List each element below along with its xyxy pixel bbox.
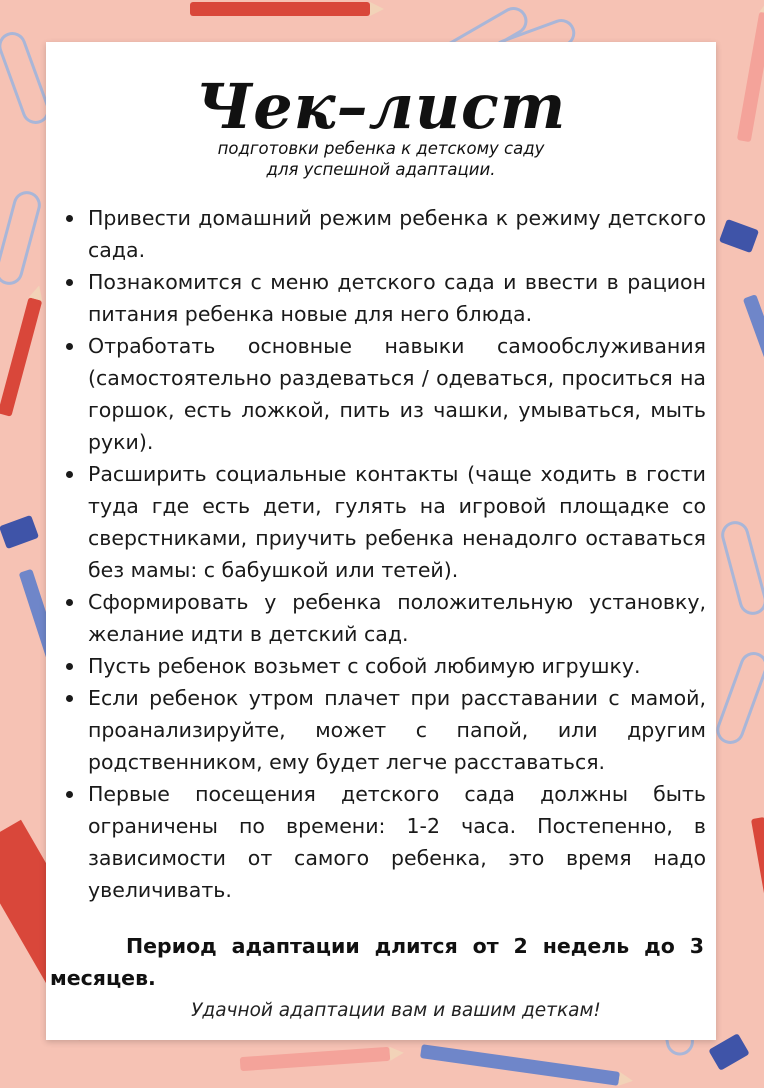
page-title: Чек–лист bbox=[195, 70, 567, 143]
paperclip-icon bbox=[0, 188, 44, 288]
list-item: Расширить социальные контакты (чаще ходить в гости туда где есть дети, гулять на игровой площадке со сверстниками, приучить ребенка ненадолго оставаться без мамы: с бабушкой или тетей). bbox=[66, 458, 706, 586]
paperclip-icon bbox=[712, 648, 764, 748]
closing-wish: Удачной адаптации вам и вашим деткам! bbox=[191, 1000, 601, 1021]
pencil-icon bbox=[743, 294, 764, 440]
bullet-icon bbox=[66, 279, 73, 286]
checklist bbox=[66, 202, 706, 906]
bullet-icon bbox=[66, 215, 73, 222]
subtitle bbox=[46, 138, 716, 180]
bullet-icon bbox=[66, 791, 73, 798]
paperclip-icon bbox=[718, 518, 764, 618]
pencil-icon bbox=[190, 2, 370, 16]
pencil-icon bbox=[737, 12, 764, 142]
subtitle-line-1: подготовки ребенка к детскому саду bbox=[217, 139, 545, 158]
bullet-icon bbox=[66, 343, 73, 350]
pencil-icon bbox=[0, 297, 42, 417]
bullet-icon bbox=[66, 663, 73, 670]
list-item: Отработать основные навыки самообслуживания (самостоятельно раздеваться / одеваться, проситься на горшок, есть ложкой, пить из чашки, умываться, мыть руки). bbox=[66, 330, 706, 458]
pencil-icon bbox=[240, 1047, 391, 1071]
pencil-icon bbox=[751, 817, 764, 957]
checklist-paper bbox=[46, 42, 716, 1040]
subtitle-line-2: для успешной адаптации. bbox=[266, 160, 496, 179]
list-item: Привести домашний режим ребенка к режиму детского сада. bbox=[66, 202, 706, 266]
binder-clip-icon bbox=[719, 219, 759, 253]
bullet-icon bbox=[66, 599, 73, 606]
adaptation-period-note: Период адаптации длится от 2 недель до 3 месяцев. bbox=[50, 934, 704, 990]
bullet-icon bbox=[66, 695, 73, 702]
list-item: Познакомится с меню детского сада и ввести в рацион питания ребенка новые для него блюда. bbox=[66, 266, 706, 330]
list-item: Сформировать у ребенка положительную установку, желание идти в детский сад. bbox=[66, 586, 706, 650]
list-item: Пусть ребенок возьмет с собой любимую игрушку. bbox=[66, 650, 706, 682]
binder-clip-icon bbox=[0, 515, 39, 549]
list-item: Первые посещения детского сада должны быть ограничены по времени: 1-2 часа. Постепенно, в зависимости от самого ребенка, это время надо увеличивать. bbox=[66, 778, 706, 906]
list-item: Если ребенок утром плачет при расставании с мамой, проанализируйте, может с папой, или другим родственником, ему будет легче расставаться. bbox=[66, 682, 706, 778]
bullet-icon bbox=[66, 471, 73, 478]
